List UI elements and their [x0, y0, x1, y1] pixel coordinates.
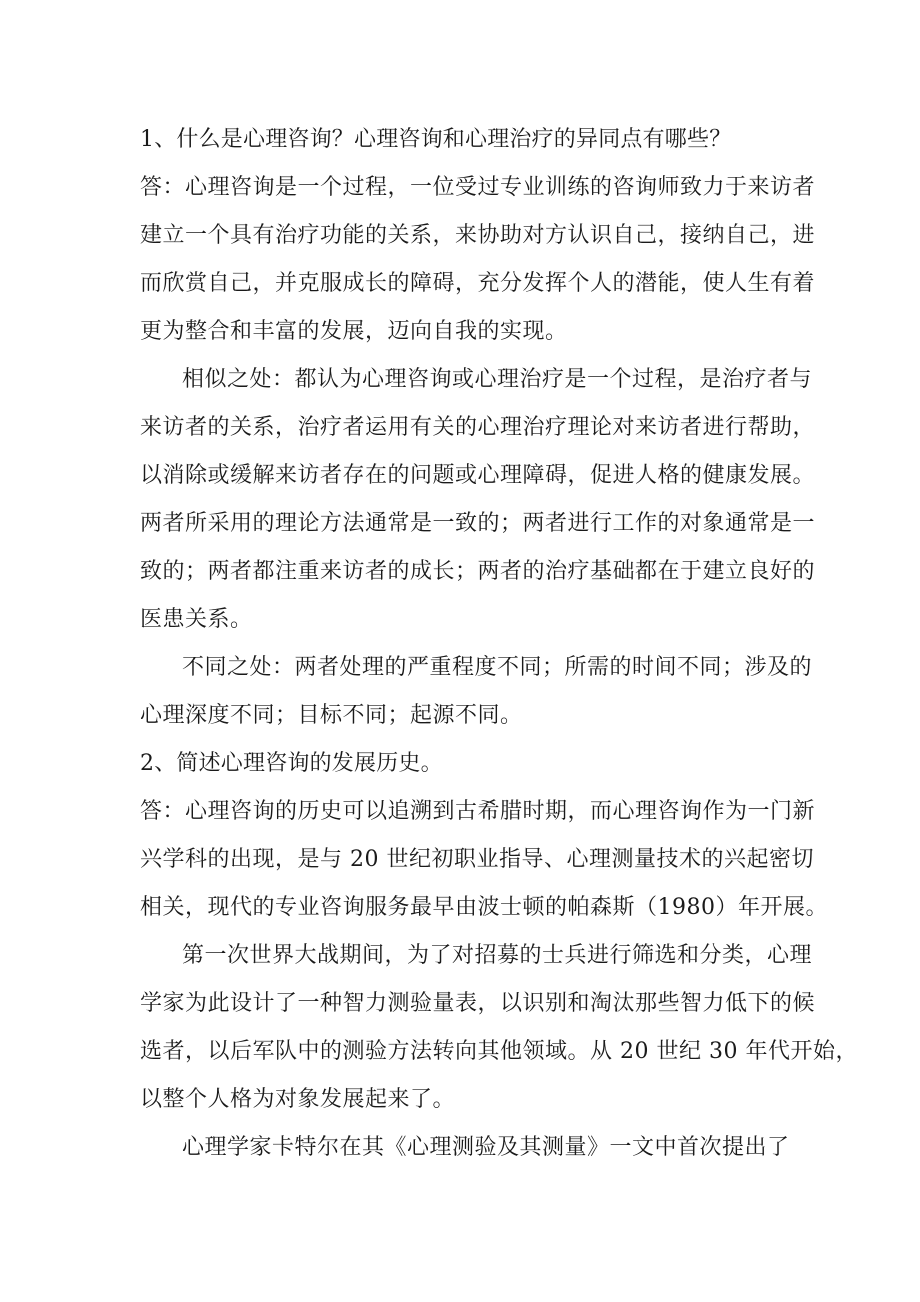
- answer-1-line-1: 答：心理咨询是一个过程，一位受过专业训练的咨询师致力于来访者: [140, 175, 816, 200]
- answer-2-line-1: 答：心理咨询的历史可以追溯到古希腊时期，而心理咨询作为一门新: [140, 799, 816, 824]
- wwi-line-3: 选者，以后军队中的测验方法转向其他领域。从 20 世纪 30 年代开始，: [140, 1039, 858, 1064]
- difference-line-1: 不同之处：两者处理的严重程度不同；所需的时间不同；涉及的: [182, 655, 813, 680]
- similarity-line-3: 以消除或缓解来访者存在的问题或心理障碍，促进人格的健康发展。: [140, 463, 816, 488]
- wwi-line-1: 第一次世界大战期间，为了对招募的士兵进行筛选和分类，心理: [182, 943, 813, 968]
- cattell-line-1: 心理学家卡特尔在其《心理测验及其测量》一文中首次提出了: [182, 1135, 790, 1160]
- difference-line-2: 心理深度不同；目标不同；起源不同。: [140, 703, 523, 728]
- question-1-heading: 1、什么是心理咨询？心理咨询和心理治疗的异同点有哪些？: [140, 127, 732, 152]
- similarity-line-1: 相似之处：都认为心理咨询或心理治疗是一个过程，是治疗者与: [182, 367, 813, 392]
- wwi-line-2: 学家为此设计了一种智力测验量表，以识别和淘汰那些智力低下的候: [140, 991, 816, 1016]
- answer-2-line-3: 相关，现代的专业咨询服务最早由波士顿的帕森斯（1980）年开展。: [140, 895, 828, 920]
- similarity-line-4: 两者所采用的理论方法通常是一致的；两者进行工作的对象通常是一: [140, 511, 816, 536]
- similarity-line-6: 医患关系。: [140, 607, 253, 632]
- answer-1-line-3: 而欣赏自己，并克服成长的障碍，充分发挥个人的潜能，使人生有着: [140, 271, 816, 296]
- answer-1-line-2: 建立一个具有治疗功能的关系，来协助对方认识自己，接纳自己，进: [140, 223, 816, 248]
- question-2-heading: 2、简述心理咨询的发展历史。: [140, 751, 443, 776]
- answer-1-line-4: 更为整合和丰富的发展，迈向自我的实现。: [140, 319, 568, 344]
- wwi-line-4: 以整个人格为对象发展起来了。: [140, 1087, 456, 1112]
- similarity-line-5: 致的；两者都注重来访者的成长；两者的治疗基础都在于建立良好的: [140, 559, 816, 584]
- answer-2-line-2: 兴学科的出现，是与 20 世纪初职业指导、心理测量技术的兴起密切: [140, 847, 814, 872]
- similarity-line-2: 来访者的关系，治疗者运用有关的心理治疗理论对来访者进行帮助，: [140, 415, 816, 440]
